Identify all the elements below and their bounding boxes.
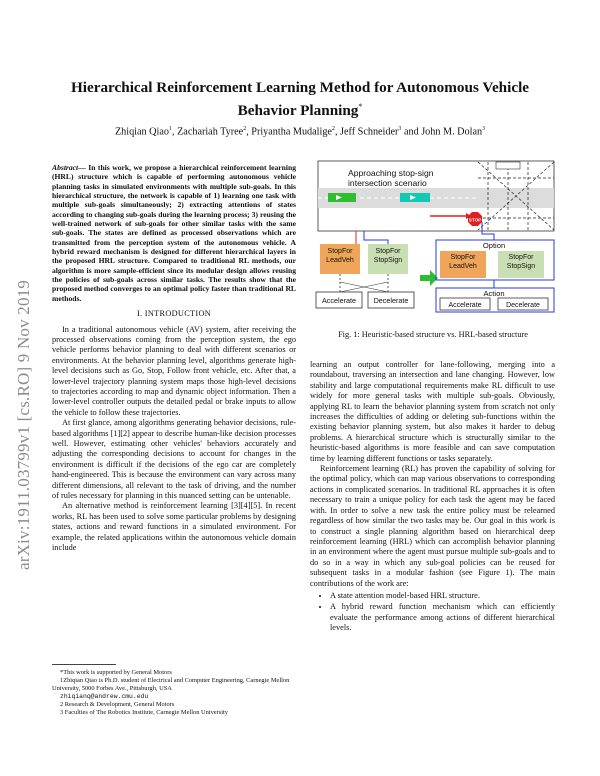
arxiv-stamp: arXiv:1911.03799v1 [cs.RO] 9 Nov 2019 [14, 279, 33, 570]
figure-diagram [308, 160, 556, 328]
abstract-label: Abstract [52, 163, 79, 172]
list-item: • A hybrid reward function mechanism which can efficiently evaluate the performance among actions of different hierarchical levels. [330, 602, 555, 633]
author: Priyantha Mudalige [251, 126, 332, 138]
author-list: Zhiqian Qiao$^1$, Zachariah Tyree$^2$, Priyantha Mudalige$^2$, Jeff Schneider$^3$ and John M. Dolan$^3$ [114, 126, 486, 138]
right-action-1-label: Accelerate [448, 302, 482, 309]
abstract [52, 163, 296, 303]
left-box-1-label-wrap [320, 248, 360, 274]
author-mark: 1 [168, 126, 172, 132]
right-box-2-label-wrap [498, 254, 544, 278]
option-label: Option [482, 241, 506, 250]
left-box-2-label: StopFor StopSign [373, 248, 403, 264]
contribution-list [310, 591, 555, 634]
right-column [310, 360, 555, 635]
scenario-label-2: intersection scenario [348, 178, 427, 188]
footnote: *This work is supported by General Motors [60, 669, 172, 676]
author-mark: 2 [331, 126, 335, 132]
title-mark: * [358, 102, 363, 111]
author-mark: 3 [482, 126, 486, 132]
figure-caption: Fig. 1: Heuristic-based structure vs. HRL-based structure [338, 330, 528, 339]
figure-1 [308, 160, 556, 328]
paragraph: learning an output controller for lane-following, merging into a roundabout, traversing an intersection and lane changing. However, low stability and large computational requirements make RL difficult to use widely for more general tasks with multiple sub-goals. Obviously, applying RL to learn the behavior planning system from scratch not only increases the difficulties of adding or deleting sub-functions within the existing behavior planning system, but also makes it harder to debug problems. A hierarchical structure which is structurally similar to the heuristic-based algorithms is more feasible and can save computation time by learning different functions or tasks separately. [310, 360, 555, 463]
title-text: Hierarchical Reinforcement Learning Method for Autonomous Vehicle Behavior Planning [70, 79, 530, 120]
author: Zhiqian Qiao [114, 126, 169, 138]
right-action-2-label: Decelerate [506, 302, 540, 309]
left-column [52, 163, 296, 554]
paragraph: At first glance, among algorithms generating behavior decisions, rule-based algorithms [1][2] appear to describe human-like decision processes well. However, estimating other vehicles' behaviors accurately and adjusting the corresponding decisions to account for changes in the environment is difficult if the decisions of the ego car are completely hand-engineered. This is because the environment can vary across many different dimensions, all relevant to the task of driving, and the number of rules necessary for planning in this nuanced setting can be untenable. [52, 418, 296, 501]
author: Jeff Schneider [340, 126, 399, 138]
feed-line-blue [364, 231, 388, 244]
footnote: 2 Research & Development, General Motors [60, 701, 175, 709]
author: Zachariah Tyree [177, 126, 244, 138]
paragraph: Reinforcement learning (RL) has proven the capability of solving for the optimal policy, which can map various observations to corresponding actions in complicated scenarios. In traditional RL approaches it is often necessary to train a unique policy for each task the agent may be faced with. In order to solve a new task the entire policy must be relearned regardless of how similar the two tasks may be. Our goal in this work is to construct a single planning algorithm based on hierarchical deep reinforcement learning (HRL) which can accomplish behavior planning in an environment where the agent must pursue multiple sub-goals and to do so in a way in which any sub-goal policies can be reused for subsequent tasks in a modular fashion (see Figure 1). The main contributions of the work are: [310, 464, 555, 588]
transform-arrow-icon [420, 270, 438, 286]
author-mark: 2 [243, 126, 247, 132]
footnote: 1Zhiqian Qiao is Ph.D. student of Electrical and Computer Engineering, Carnegie Mellon University, 5000 Forbes Ave., Pittsburgh, USA [52, 677, 290, 693]
footnote: 3 Faculties of The Robotics Institute, Carnegie Mellon University [60, 709, 228, 717]
section-heading: I. INTRODUCTION [136, 309, 212, 319]
action-label: Action [483, 289, 505, 298]
paper-title [62, 78, 538, 120]
author: John M. Dolan [421, 126, 483, 138]
left-box-1-label: StopFor LeadVeh [326, 248, 354, 264]
list-item: • A state attention model-based HRL structure. [330, 591, 555, 601]
author-mark: 3 [398, 126, 402, 132]
paragraph: In a traditional autonomous vehicle (AV) system, after receiving the processed observations coming from the perception system, the ego vehicle performs behavior planning to deal with different scenarios or environments. At the behavior planning level, algorithms generate high-level decisions such as Go, Stop, Follow front vehicle, etc. After that, a lower-level trajectory planning system maps those high-level decisions to trajectories according to map and dynamic object information. Then a lower-level controller outputs the detailed pedal or brake inputs to allow the vehicle to follow these trajectories. [52, 324, 296, 417]
stop-sign-text: STOP [468, 217, 482, 223]
left-action-2-label: Decelerate [373, 296, 409, 305]
abstract-text: — In this work, we propose a hierarchical reinforcement learning (HRL) structure which is capable of performing autonomous vehicle planning tasks in simulated environments with multiple sub-goals. In this hierarchical structure, the network is capable of 1) learning one task with multiple sub-goals simultaneously; 2) extracting attentions of states according to changing sub-goals during the learning process; 3) reusing the well-trained network of sub-goals for other similar tasks with the same sub-goals. The states are defined as processed observations which are transmitted from the perception system of the autonomous vehicle. A hybrid reward mechanism is designed for different hierarchical layers in the proposed HRL structure. Compared to traditional RL methods, our algorithm is more sample-efficient since its modular design allows reusing the policies of sub-goals across similar tasks. The results show that the proposed method converges to an optimal policy faster than traditional RL methods. [52, 163, 296, 303]
right-box-1-label: StopFor LeadVeh [449, 254, 477, 270]
paragraph: An alternative method is reinforcement learning [3][4][5]. In recent works, RL has been used to solve some particular problems by designing states, actions and reward functions in a simulated environment. For example, the related applications within the autonomous vehicle domain include [52, 501, 296, 553]
footnote-email: zhiqianq@andrew.cmu.edu [60, 693, 149, 701]
crossing-vehicle [496, 162, 520, 169]
footnotes [52, 664, 296, 718]
left-box-2-label-wrap [368, 248, 408, 274]
right-box-2-label: StopFor StopSign [506, 254, 536, 270]
left-action-1-label: Accelerate [322, 296, 356, 305]
footnote-rule [52, 664, 116, 665]
right-box-1-label-wrap [440, 254, 486, 278]
scenario-label-1: Approaching stop-sign [348, 168, 434, 178]
